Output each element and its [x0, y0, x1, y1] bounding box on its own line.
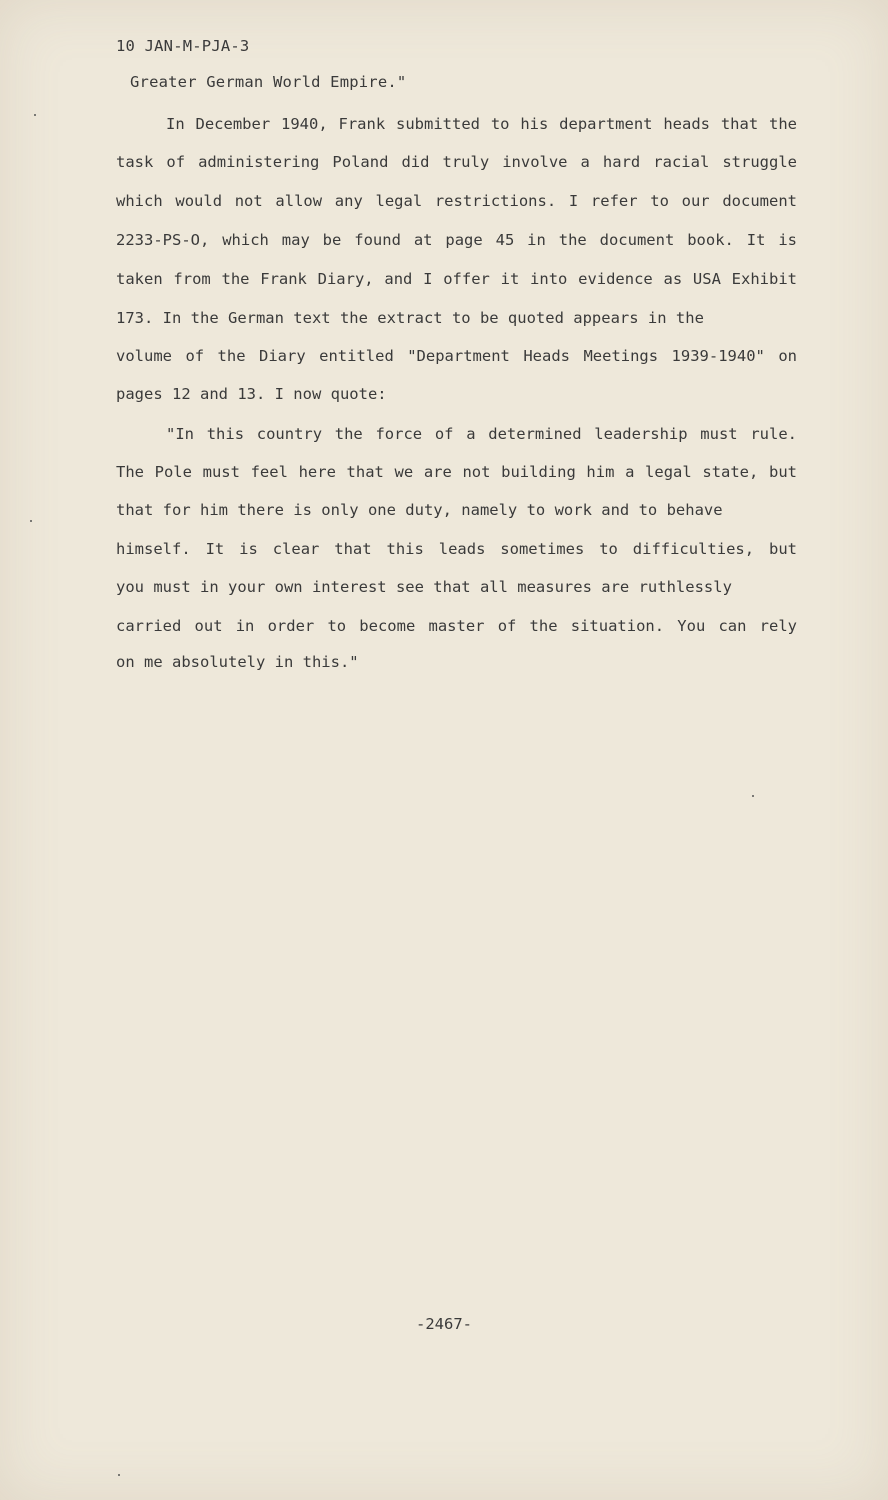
paragraph-line: 2233-PS-O, which may be found at page 45 in the document book. It is — [116, 231, 797, 249]
quote-line: himself. It is clear that this leads sometimes to difficulties, but — [116, 540, 797, 558]
quote-line: you must in your own interest see that all measures are ruthlessly — [116, 578, 732, 596]
page-number: -2467- — [416, 1315, 472, 1333]
quote-line: The Pole must feel here that we are not building him a legal state, but — [116, 463, 797, 481]
quote-line: on me absolutely in this." — [116, 653, 359, 671]
continuation-line: Greater German World Empire." — [130, 73, 407, 91]
paragraph-line: In December 1940, Frank submitted to his department heads that the — [166, 115, 797, 133]
quote-line: that for him there is only one duty, namely to work and to behave — [116, 501, 723, 519]
paragraph-line: which would not allow any legal restrictions. I refer to our document — [116, 192, 797, 210]
paragraph-line: task of administering Poland did truly involve a hard racial struggle — [116, 153, 797, 171]
paragraph-line: volume of the Diary entitled "Department Heads Meetings 1939-1940" on — [116, 347, 797, 365]
paper-speck — [30, 520, 32, 522]
document-header-id: 10 JAN-M-PJA-3 — [116, 37, 250, 55]
paragraph-line: 173. In the German text the extract to be quoted appears in the — [116, 309, 704, 327]
paragraph-line: pages 12 and 13. I now quote: — [116, 385, 387, 403]
paper-speck — [34, 114, 36, 116]
quote-line: carried out in order to become master of the situation. You can rely — [116, 617, 797, 635]
paragraph-line: taken from the Frank Diary, and I offer it into evidence as USA Exhibit — [116, 270, 797, 288]
paper-speck — [118, 1474, 120, 1476]
paper-speck — [752, 795, 754, 797]
quote-line: "In this country the force of a determined leadership must rule. — [166, 425, 797, 443]
